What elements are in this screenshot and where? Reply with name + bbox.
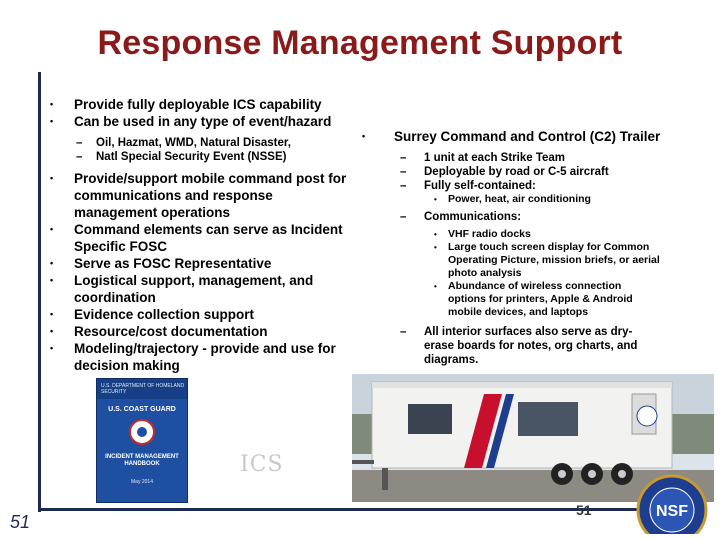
list-item: • Resource/cost documentation bbox=[50, 324, 268, 339]
sub-sub-list-item: • Abundance of wireless connection options for printers, Apple & Android mobile devices, and laptops bbox=[434, 280, 633, 318]
emblem-label: NSF bbox=[656, 503, 688, 520]
left-bullet-list bbox=[50, 96, 350, 374]
nsf-emblem-icon bbox=[632, 470, 712, 534]
bullet-icon: • bbox=[50, 116, 54, 126]
bullet-icon: • bbox=[50, 343, 54, 353]
bullet-icon: • bbox=[50, 275, 54, 285]
bullet-icon: • bbox=[50, 309, 54, 319]
sub-list-item: – 1 unit at each Strike Team bbox=[400, 152, 566, 164]
list-item: • Command elements can serve as Incident Specific FOSC bbox=[50, 222, 343, 254]
list-item: • Provide fully deployable ICS capability bbox=[50, 97, 322, 112]
sub-list-item: – Deployable by road or C-5 aircraft bbox=[400, 166, 609, 178]
right-bullet-list bbox=[362, 128, 662, 367]
sub-sub-list-item: • Large touch screen display for Common Operating Picture, mission briefs, or aerial photo analysis bbox=[434, 241, 660, 279]
list-item: • Surrey Command and Control (C2) Trailer bbox=[362, 129, 661, 144]
sub-list-item: – Natl Special Security Event (NSSE) bbox=[76, 151, 287, 163]
list-item: • Logistical support, management, and coordination bbox=[50, 273, 314, 305]
sub-list-item: – All interior surfaces also serve as dry-erase boards for notes, org charts, and diagrams. bbox=[400, 326, 638, 366]
sub-sub-list-item: • Power, heat, air conditioning bbox=[434, 193, 591, 205]
list-item: • Modeling/trajectory - provide and use for decision making bbox=[50, 341, 336, 373]
list-item: • Evidence collection support bbox=[50, 307, 255, 322]
horizontal-rule bbox=[38, 508, 638, 511]
page-number-overlay: 51 bbox=[576, 502, 592, 518]
list-item: • Serve as FOSC Representative bbox=[50, 256, 272, 271]
sub-list-item: – Oil, Hazmat, WMD, Natural Disaster, bbox=[76, 137, 291, 149]
ics-watermark: ICS bbox=[240, 452, 284, 477]
list-item: • Can be used in any type of event/hazard bbox=[50, 114, 332, 129]
bullet-icon: • bbox=[50, 99, 54, 109]
slide-title: Response Management Support bbox=[97, 24, 623, 62]
sub-list-item: – Communications: bbox=[400, 211, 522, 223]
list-item: • Provide/support mobile command post for communications and response management operations bbox=[50, 171, 347, 220]
bullet-icon: • bbox=[362, 131, 366, 141]
sub-sub-list-item: • VHF radio docks bbox=[434, 228, 531, 240]
bullet-icon: • bbox=[50, 258, 54, 268]
bullet-icon: • bbox=[50, 173, 54, 183]
bullet-icon: • bbox=[50, 326, 54, 336]
incident-management-handbook-cover: U.S. DEPARTMENT OF HOMELAND SECURITY U.S. COAST GUARD INCIDENT MANAGEMENT HANDBOOK May 2014 bbox=[96, 378, 188, 503]
sub-list-item: – Fully self-contained: bbox=[400, 180, 536, 192]
bullet-icon: • bbox=[50, 224, 54, 234]
page-number: 51 bbox=[10, 512, 31, 532]
vertical-rule bbox=[38, 72, 41, 512]
coast-guard-seal-icon bbox=[129, 419, 155, 445]
